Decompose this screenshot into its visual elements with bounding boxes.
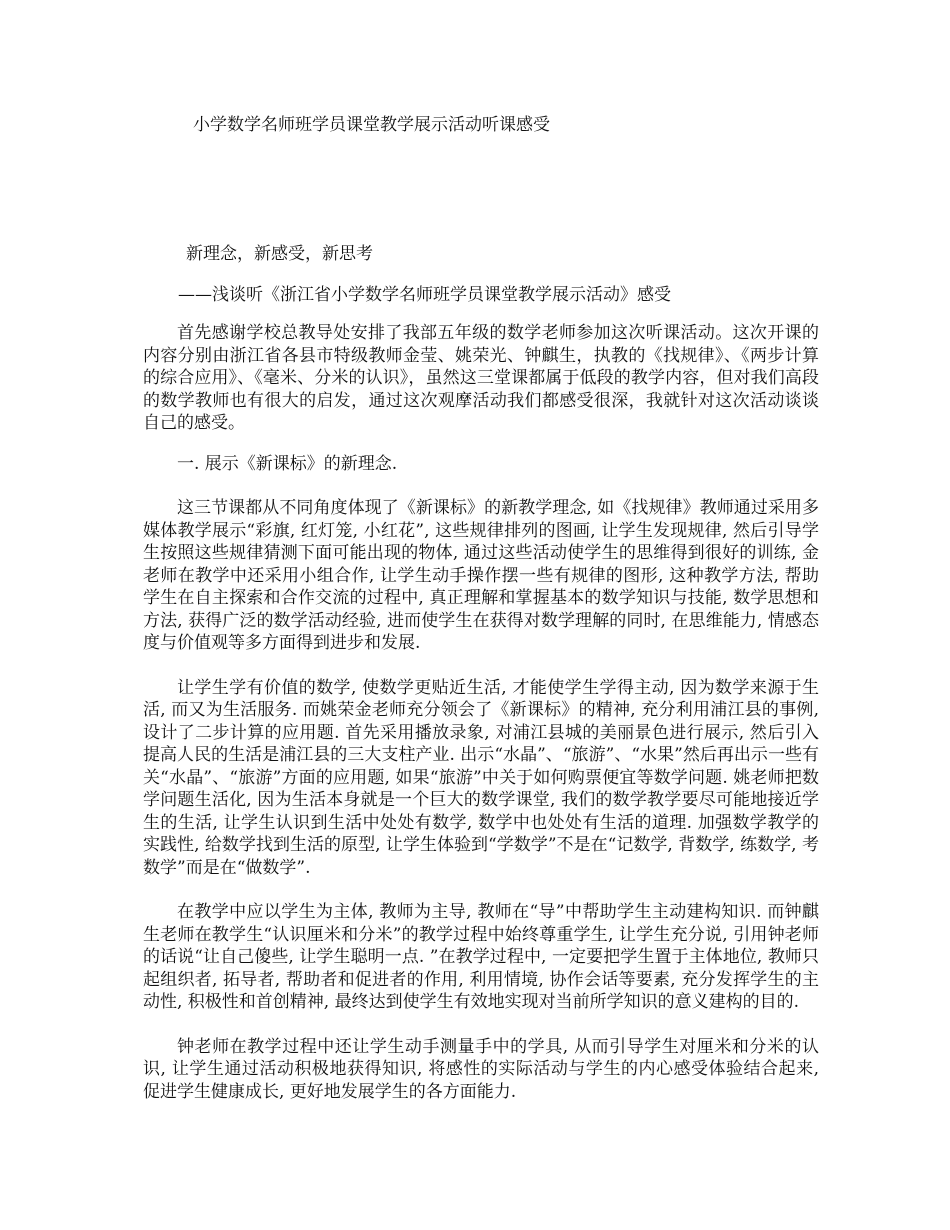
document-subheading: ——浅谈听《浙江省小学数学名师班学员课堂教学展示活动》感受 — [178, 285, 671, 305]
body-paragraph: 这三节课都从不同角度体现了《新课标》的新教学理念, 如《找规律》教师通过采用多媒体教学展示“彩旗, 红灯笼, 小红花”, 这些规律排列的图画, 让学生发现规律, 然后引导学生按照这些规律猜测下面可能出现的物体, 通过这些活动使学生的思维得到很好的训练, 金老师在教学中还采用小组合作, 让学生动手操作摆一些有规律的图形, 这种教学方法, 帮助学生在自主探索和合作交流的过程中, 真正理解和掌握基本的数学知识与技能, 数学思想和方法, 获得广泛的数学活动经验, 进而使学生在获得对数学理解的同时, 在思维能力, 情感态度与价值观等多方面得到进步和发展. — [143, 498, 819, 653]
body-paragraph: 在教学中应以学生为主体, 教师为主导, 教师在“导”中帮助学生主动建构知识. 而钟麒生老师在教学生“认识厘米和分米”的教学过程中始终尊重学生, 让学生充分说, 引用钟老师的话说“让自己傻些, 让学生聪明一点. ”在教学过程中, 一定要把学生置于主体地位, 教师只起组织者, 拓导者, 帮助者和促进者的作用, 利用情境, 协作会话等要素, 充分发挥学生的主动性, 积极性和首创精神, 最终达到使学生有效地实现对当前所学知识的意义建构的目的. — [143, 902, 819, 1012]
section-heading: 一. 展示《新课标》的新理念. — [177, 453, 398, 474]
document-title: 小学数学名师班学员课堂教学展示活动听课感受 — [193, 115, 550, 135]
body-paragraph: 钟老师在教学过程中还让学生动手测量手中的学具, 从而引导学生对厘米和分米的认识, 让学生通过活动积极地获得知识, 将感性的实际活动与学生的内心感受体验结合起来, 促进学生健康成长, 更好地发展学生的各方面能力. — [143, 1036, 819, 1102]
body-paragraph: 让学生学有价值的数学, 使数学更贴近生活, 才能使学生学得主动, 因为数学来源于生活, 而又为生活服务. 而姚荣金老师充分领会了《新课标》的精神, 充分利用浦江县的事例, 设计了二步计算的应用题. 首先采用播放录象, 对浦江县城的美丽景色进行展示, 然后引入提高人民的生活是浦江县的三大支柱产业. 出示“水晶”、“旅游”、“水果”然后再出示一些有关“水晶”、“旅游”方面的应用题, 如果“旅游”中关于如何购票便宜等数学问题. 姚老师把数学问题生活化, 因为生活本身就是一个巨大的数学课堂, 我们的数学教学要尽可能地接近学生的生活, 让学生认识到生活中处处有数学, 数学中也处处有生活的道理. 加强数学教学的实践性, 给数学找到生活的原型, 让学生体验到“学数学”不是在“记数学, 背数学, 练数学, 考数学”而是在“做数学”. — [143, 677, 819, 878]
document-heading: 新理念，新感受，新思考 — [186, 244, 373, 264]
body-paragraph-intro: 首先感谢学校总教导处安排了我部五年级的数学老师参加这次听课活动。这次开课的内容分别由浙江省各县市特级教师金莹、姚荣光、钟麒生，执教的《找规律》、《两步计算的综合应用》、《毫米、分米的认识》，虽然这三堂课都属于低段的教学内容，但对我们高段的数学教师也有很大的启发，通过这次观摩活动我们都感受很深，我就针对这次活动谈谈自己的感受。 — [143, 323, 819, 433]
document-body — [143, 322, 819, 1103]
